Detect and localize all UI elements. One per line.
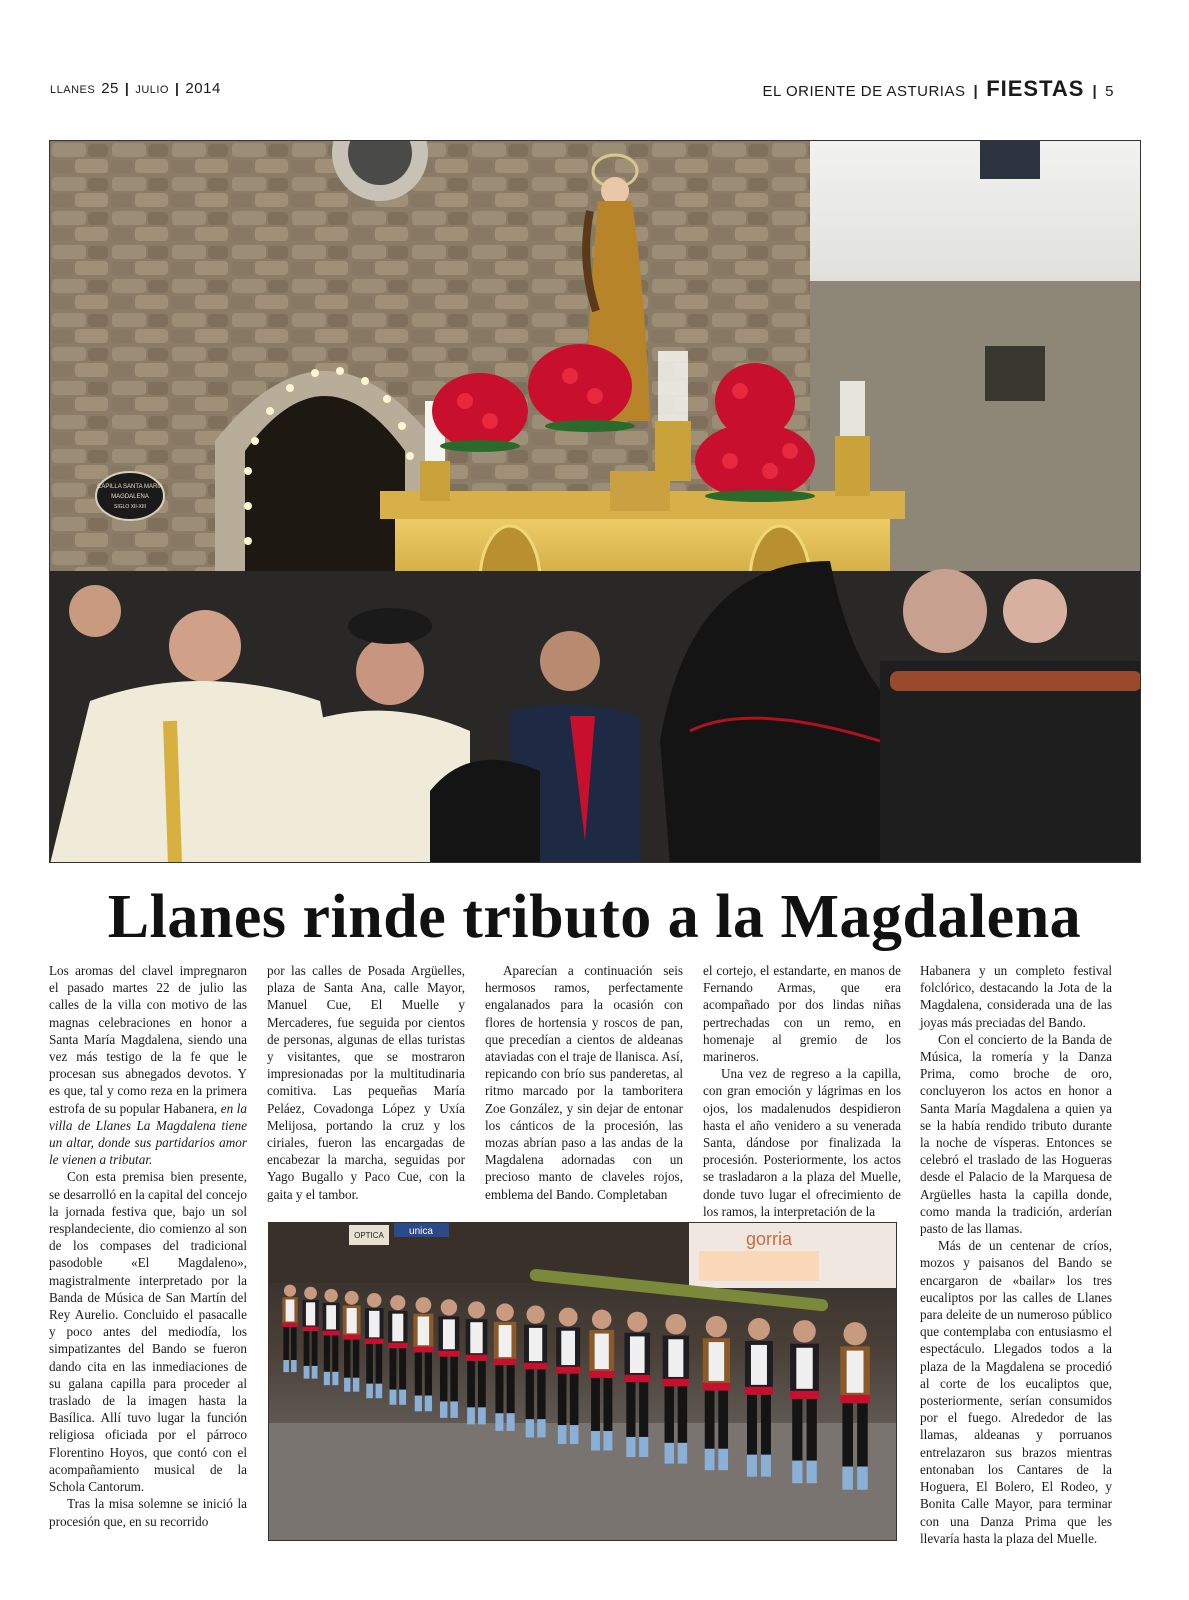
procession-photo-illustration xyxy=(50,141,1141,863)
article-paragraph: Tras la misa solemne se inició la procesión que, en su recorrido xyxy=(49,1496,247,1529)
article-paragraph: por las calles de Posada Argüelles, plaza de Santa Ana, calle Mayor, Manuel Cue, El Muelle y Mercaderes, fue seguida por cientos de personas, algunas de ellas turistas y visitantes, que se mostraron impresionadas por la multitudinaria comitiva. Las pequeñas María Peláez, Covadonga López y Uxía Melijosa, portando la cruz y los ciriales, fueron las encargadas de encabezar la marcha, seguidas por Yago Bugallo y Paco Cue, con la gaita y el tambor. xyxy=(267,963,465,1202)
dancer-figure xyxy=(438,1299,459,1418)
page-number: 5 xyxy=(1105,83,1114,100)
masthead-line xyxy=(762,76,1114,102)
article-paragraph: Aparecían a continuación seis hermosos ramos, perfectamente engalanados para la ocasión con flores de hortensia y roscos de pan, que precedían a cientos de aldeanas ataviadas con el traje de llanisca. Así, repicando con brío sus panderetas, al ritmo marcado por la tamboritera Zoe González, y sin dejar de entonar los cánticos de la procesión, las mozas abrían paso a las andas de la Magdalena adornadas con un precioso manto de claveles rojos, emblema del Bando. Completaban xyxy=(485,963,683,1202)
article-column-1 xyxy=(49,962,247,1530)
article-paragraph: Con esta premisa bien presente, se desarrolló en la capital del concejo la jornada festiva que, bajo un sol resplandeciente, dio comienzo al son de los compases del tradicional pasodoble «El Magdaleno», magistralmente interpretado por la Banda de Música de San Martín del Rey Aurelio. Concluido el pasacalle y poco antes del mediodía, los simpatizantes del Bando se fueron dando cita en las inmediaciones de su galana capilla para proceder al traslado de la imagen hasta la Basílica. Allí tuvo lugar la función religiosa oficiada por el párroco Florentino Hoyos, que contó con el acompañamiento musical de la Schola Cantorum. xyxy=(49,1169,247,1495)
dancer-figure xyxy=(343,1291,361,1392)
publication-name: EL ORIENTE DE ASTURIAS xyxy=(762,83,966,100)
article-column-2 xyxy=(267,962,465,1203)
issue-year: 2014 xyxy=(185,80,221,97)
article-column-4 xyxy=(703,962,901,1220)
dancer-figure xyxy=(302,1287,318,1379)
quoted-lyric: en la villa de Llanes La Magdalena tiene un altar, donde sus partidarios amor le vienen a tributar. xyxy=(49,1100,247,1168)
street-dance-photo-illustration xyxy=(269,1223,897,1541)
issue-place: LLANES xyxy=(50,84,96,96)
section-name: FIESTAS xyxy=(986,76,1085,101)
article-paragraph: Con el concierto de la Banda de Música, la romería y la Danza Prima, como broche de oro, concluyeron los actos en honor a Santa María Magdalena a quien ya se la había rendido tributo durante la noche de vísperas. Entonces se celebró el traslado de las Hogueras desde el Palacio de la Marquesa de Argüelles hasta la capilla donde, como manda la tradición, arderían pasto de las llamas. xyxy=(920,1031,1112,1237)
plaque-text: SIGLO XII-XIII xyxy=(114,504,146,510)
article-paragraph: Una vez de regreso a la capilla, con gran emoción y lágrimas en los ojos, los madalenudos despidieron hasta el año venidero a su venerada Santa, dándose por finalizada la procesión. Posteriormente, los actos se trasladaron a la plaza del Muelle, donde tuvo lugar el ofrecimiento de los ramos, la interpretación de la xyxy=(703,1066,901,1219)
dancer-figure xyxy=(524,1305,547,1437)
dancer-figure xyxy=(494,1303,516,1431)
issue-date-line xyxy=(50,80,221,97)
article-column-3 xyxy=(485,962,683,1203)
issue-day: 25 xyxy=(101,80,119,97)
dancer-figure xyxy=(388,1295,407,1405)
article-paragraph: Más de un centenar de críos, mozos y paisanos del Bando se encargaron de «bailar» los tres eucaliptos por las calles de Llanes para deleite de un numeroso público que contemplaba con entusiasmo el espectáculo. Llegados todos a la plaza de la Magdalena se procedió al corte de los eucaliptos que, posteriormente, serían consumidos por el fuego. Alrededor de las llamas, aldeanas y porruanos entrelazaron sus brazos mientras entonaban los Cantares de la Hoguera, El Bolero, El Rodeo, y Bonita Calle Mayor, para terminar con una Danza Prima que les llevaría hasta la plaza del Muelle. xyxy=(920,1238,1112,1546)
shop-sign: gorria xyxy=(745,1229,793,1249)
dancer-figure xyxy=(365,1293,384,1398)
separator: | xyxy=(175,80,180,96)
article-paragraph: el cortejo, el estandarte, en manos de Fernando Armas, que era acompañado por dos lindas niñas pertrechadas con un remo, en homenaje al gremio de los marineros. xyxy=(703,963,901,1065)
street-dance-photo xyxy=(268,1222,897,1541)
plaque-text: MAGDALENA xyxy=(111,494,149,500)
shop-sign: OPTICA xyxy=(354,1231,384,1240)
shop-sign: unica xyxy=(409,1226,433,1237)
article-column-5 xyxy=(920,962,1112,1547)
separator: | xyxy=(1092,83,1098,100)
article-paragraph xyxy=(49,962,247,1168)
article-paragraph: Habanera y un completo festival folclórico, destacando la Jota de la Magdalena, considerada una de las joyas más preciadas del Bando. xyxy=(920,963,1112,1030)
dancer-figure xyxy=(413,1297,433,1411)
procession-photo xyxy=(49,140,1141,863)
dancer-figure xyxy=(466,1301,488,1424)
article-headline: Llanes rinde tributo a la Magdalena xyxy=(107,883,1082,951)
separator: | xyxy=(973,83,979,100)
separator: | xyxy=(124,80,130,96)
paragraph-text: Los aromas del clavel impregnaron el pasado martes 22 de julio las calles de la villa con motivo de las magnas celebraciones en honor a Santa María Magdalena, siendo una vez más testigo de la fe que le procesan sus abnegados devotos. Y es que, tal y como reza en la primera estrofa de su popular Habanera, xyxy=(49,963,247,1116)
dancer-figure xyxy=(323,1289,340,1385)
issue-month: JULIO xyxy=(135,84,169,96)
plaque-text: CAPILLA SANTA MARÍA xyxy=(97,484,163,490)
dancer-figure xyxy=(282,1285,297,1372)
